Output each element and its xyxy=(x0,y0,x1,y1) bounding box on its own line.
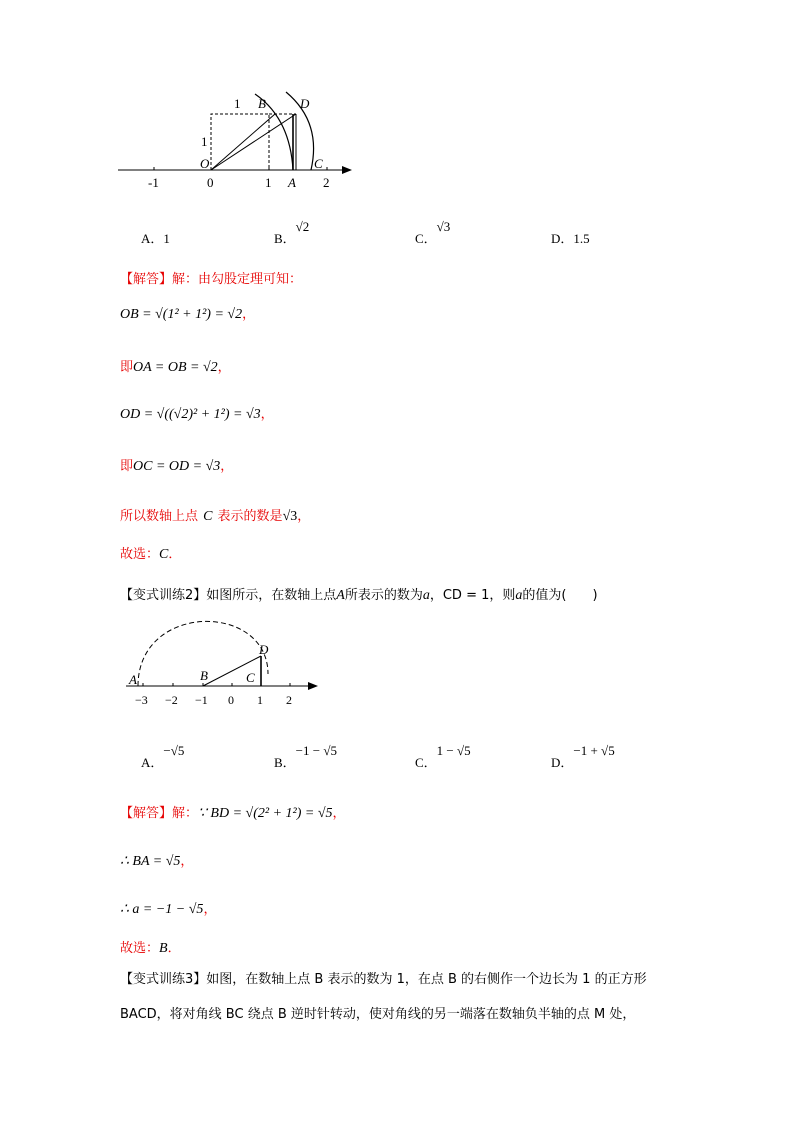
tick-label: 0 xyxy=(228,693,234,707)
choice-letter: B xyxy=(159,941,168,956)
q3-line-2: BACD，将对角线 BC 绕点 B 逆时针转动，使对角线的另一端落在数轴负半轴的点 M 处， xyxy=(120,1007,636,1022)
q1-option-a xyxy=(141,228,170,247)
option-value: −1 + √5 xyxy=(573,743,615,758)
punct: ． xyxy=(168,547,182,562)
option-value: 1 − √5 xyxy=(436,743,471,758)
label-C: C xyxy=(246,670,255,685)
text: 【变式训练2】如图所示，在数轴上点 xyxy=(120,588,337,603)
q2-option-a xyxy=(141,743,185,771)
math-expression: ∴ BA = √5 xyxy=(120,854,181,869)
answer2-choice xyxy=(120,937,181,957)
label-D: D xyxy=(300,96,310,111)
option-value: −√5 xyxy=(163,743,185,758)
dashed-square xyxy=(211,114,269,170)
option-label: D． xyxy=(551,755,574,770)
label-left-one: 1 xyxy=(201,134,208,149)
q1-option-d xyxy=(551,228,590,247)
math-expression: OB = √(1² + 1²) = √2 xyxy=(120,307,243,322)
punct: ， xyxy=(297,509,311,524)
math-expression: ∵ BD = √(2² + 1²) = √5 xyxy=(198,806,333,821)
math-expression: OA = OB = √2 xyxy=(133,360,218,375)
punct: ， xyxy=(180,854,194,869)
label-A: A xyxy=(129,672,137,687)
option-label: A． xyxy=(141,231,164,246)
punct: ， xyxy=(242,307,256,322)
punct: ， xyxy=(220,459,234,474)
answer1-line-5 xyxy=(120,505,310,525)
math-C: C xyxy=(203,509,213,524)
option-label: D． xyxy=(551,231,574,246)
text: 表示的数是 xyxy=(217,509,283,524)
punct: ， xyxy=(332,806,346,821)
answer1-line-1 xyxy=(120,303,255,323)
answer1-line-2 xyxy=(120,356,231,376)
figure-2-number-line xyxy=(118,614,328,714)
answer2-heading: 【解答】解： xyxy=(120,806,199,821)
answer1-line-3 xyxy=(120,403,274,423)
label-B: B xyxy=(258,96,266,111)
punct: ， xyxy=(217,360,231,375)
q2-option-d xyxy=(551,743,615,771)
punct: ． xyxy=(167,941,181,956)
math-expression: OC = OD = √3 xyxy=(133,459,221,474)
option-value: −1 − √5 xyxy=(295,743,337,758)
q2-statement xyxy=(120,584,598,604)
text: 的值为( ) xyxy=(522,588,598,603)
math-a: a xyxy=(515,588,523,603)
tick-label: 0 xyxy=(207,175,214,190)
choice-letter: C xyxy=(159,547,169,562)
label-A: A xyxy=(288,175,296,190)
axis-arrow-icon xyxy=(342,166,352,174)
math-expression: OD = √((√2)² + 1²) = √3 xyxy=(120,407,261,422)
option-label: C． xyxy=(415,755,437,770)
math-A: A xyxy=(336,588,345,603)
answer1-line-4 xyxy=(120,455,233,475)
text: 故选： xyxy=(120,547,160,562)
q2-option-c xyxy=(415,743,471,771)
option-label: B． xyxy=(274,231,296,246)
q1-option-b xyxy=(274,219,310,247)
segment-OB xyxy=(211,114,275,170)
option-value: 1 xyxy=(163,231,170,246)
text: 故选： xyxy=(120,941,160,956)
label-B: B xyxy=(200,668,208,683)
tick-label: 1 xyxy=(257,693,263,707)
tick-label: 1 xyxy=(265,175,272,190)
q3-line-1: 【变式训练3】如图，在数轴上点 B 表示的数为 1，在点 B 的右侧作一个边长为 1 的正方形 xyxy=(120,972,647,987)
answer2-line-3 xyxy=(120,898,216,918)
label-top-one: 1 xyxy=(234,96,241,111)
label-C: C xyxy=(314,156,323,171)
option-value: √2 xyxy=(295,219,310,234)
text: 所表示的数为 xyxy=(344,588,423,603)
option-value: √3 xyxy=(436,219,451,234)
answer1-heading: 【解答】解：由勾股定理可知： xyxy=(120,272,303,287)
tick-label: −1 xyxy=(195,693,208,707)
text: 所以数轴上点 xyxy=(120,509,199,524)
option-label: A． xyxy=(141,755,164,770)
punct: ， xyxy=(260,407,274,422)
prefix: 即 xyxy=(120,360,134,375)
tick-label: −2 xyxy=(165,693,178,707)
answer2-line-1 xyxy=(120,802,346,822)
text: ，CD = 1，则 xyxy=(429,588,516,603)
q2-option-b xyxy=(274,743,337,771)
math-expression: ∴ a = −1 − √5 xyxy=(120,902,204,917)
answer2-line-2 xyxy=(120,850,193,870)
tick-label: 2 xyxy=(286,693,292,707)
q1-option-c xyxy=(415,219,451,247)
label-D: D xyxy=(259,642,269,657)
figure-1-number-line xyxy=(110,88,360,193)
math-a: a xyxy=(422,588,430,603)
math-value: √3 xyxy=(282,509,298,524)
tick-label: 2 xyxy=(323,175,330,190)
option-label: C． xyxy=(415,231,437,246)
tick-label: -1 xyxy=(148,175,159,190)
answer1-choice xyxy=(120,543,181,563)
axis-arrow-icon xyxy=(308,682,318,690)
option-label: B． xyxy=(274,755,296,770)
segment-OD xyxy=(211,114,296,170)
punct: ， xyxy=(203,902,217,917)
label-O: O xyxy=(200,156,210,171)
option-value: 1.5 xyxy=(573,231,590,246)
prefix: 即 xyxy=(120,459,134,474)
tick-label: −3 xyxy=(135,693,148,707)
